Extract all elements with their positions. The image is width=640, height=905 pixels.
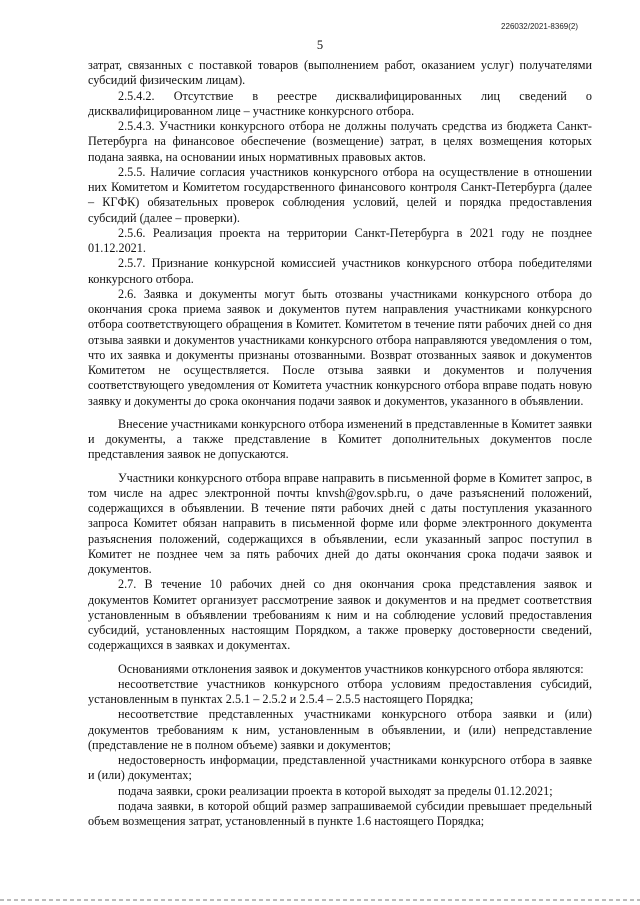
list-item: несоответствие участников конкурсного отбора условиям предоставления субсидий, установленным в пунктах 2.5.1 – 2.5.2 и 2.5.4 – 2.5.5 настоящего Порядка; <box>88 676 592 706</box>
list-item: недостоверность информации, представленной участниками конкурсного отбора в заявке и (или) документах; <box>88 753 592 783</box>
list-item: подача заявки, сроки реализации проекта в которой выходят за пределы 01.12.2021; <box>118 783 553 798</box>
page-number: 5 <box>316 38 324 52</box>
paragraph: Основаниями отклонения заявок и документов участников конкурсного отбора являются: <box>118 661 584 676</box>
page-bottom-edge <box>0 899 640 901</box>
document-registration-number: 226032/2021-8369(2) <box>501 22 578 31</box>
document-body <box>88 58 592 829</box>
list-item: несоответствие представленных участниками конкурсного отбора заявки и (или) документов требованиям к ним, установленным в объявлении, и (или) непредставление (представление не в полном объеме) заявки и документов; <box>88 707 592 752</box>
paragraph: Внесение участниками конкурсного отбора изменений в представленные в Комитет заявки и документы, а также представление в Комитет дополнительных документов после представления заявок не допускаются. <box>88 416 592 462</box>
paragraph: затрат, связанных с поставкой товаров (выполнением работ, оказанием услуг) получателями субсидий физическим лицам). <box>88 58 592 88</box>
paragraph: 2.5.4.2. Отсутствие в реестре дисквалифицированных лиц сведений о дисквалифицированном лице – участнике конкурсного отбора. <box>88 88 592 118</box>
paragraph: 2.7. В течение 10 рабочих дней со дня окончания срока представления заявок и документов Комитет организует рассмотрение заявок и документов и на предмет соответствия установленным в объявлении требованиям к ним и на соблюдение условий предоставления субсидий, установленных настоящим Порядком, а также проверку достоверности сведений, содержащихся в заявках и документах. <box>88 577 592 653</box>
paragraph: 2.5.6. Реализация проекта на территории Санкт-Петербурга в 2021 году не позднее 01.12.2021. <box>88 225 592 255</box>
paragraph: 2.5.4.3. Участники конкурсного отбора не должны получать средства из бюджета Санкт-Петербурга на финансовое обеспечение (возмещение) затрат, в целях возмещения которых подана заявка, на основании иных нормативных правовых актов. <box>88 119 592 164</box>
paragraph: 2.6. Заявка и документы могут быть отозваны участниками конкурсного отбора до окончания срока приема заявок и документов путем направления участниками конкурсного отбора соответствующего обращения в Комитет. Комитетом в течение пяти рабочих дней со дня отзыва заявки и документов участниками конкурсного отбора направляются уведомления о том, что их заявка и документы признаны отозванными. Возврат отозванных заявок и документов Комитетом не осуществляется. После отзыва заявки и документов и получения соответствующего уведомления от Комитета участник конкурсного отбора вправе подать новую заявку и документы до срока окончания подачи заявок и документов, указанного в объявлении. <box>88 286 592 408</box>
list-item: подача заявки, в которой общий размер запрашиваемой субсидии превышает предельный объем возмещения затрат, установленный в пункте 1.6 настоящего Порядка; <box>88 798 592 828</box>
paragraph: 2.5.5. Наличие согласия участников конкурсного отбора на осуществление в отношении них Комитетом и Комитетом государственного финансового контроля Санкт-Петербурга (далее – КГФК) обязательных проверок соблюдения условий, целей и порядка предоставления субсидий (далее – проверки). <box>88 164 592 225</box>
paragraph: Участники конкурсного отбора вправе направить в письменной форме в Комитет запрос, в том числе на адрес электронной почты knvsh@gov.spb.ru, о даче разъяснений положений, содержащихся в объявлении. В течение пяти рабочих дней с даты поступления указанного запроса Комитет обязан направить в письменной форме или форме электронного документа разъяснения положений, содержащихся в объявлении, если указанный запрос поступил в Комитет не позднее чем за пять рабочих дней до даты окончания срока подачи заявок и документов. <box>88 470 592 576</box>
paragraph: 2.5.7. Признание конкурсной комиссией участников конкурсного отбора победителями конкурсного отбора. <box>88 256 592 286</box>
